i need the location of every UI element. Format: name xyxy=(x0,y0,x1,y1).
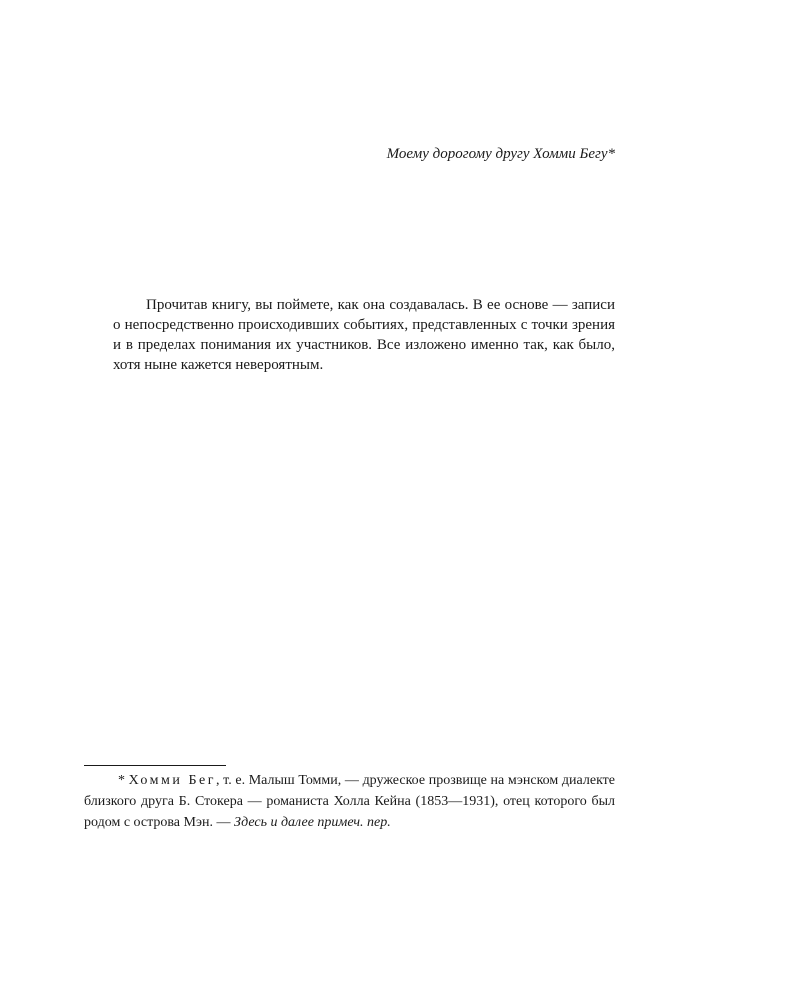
footnote xyxy=(84,770,615,833)
footnote-text: , т. е. Малыш Томми, — дружеское прозвище на мэнском диалекте близкого друга Б. Стокера — романиста Холла Кейна (1853—1931), отец которого был родом с острова Мэн. — xyxy=(84,773,616,830)
footnote-paragraph xyxy=(84,770,615,833)
dedication-epigraph: Моему дорогому другу Хомми Бегу* xyxy=(386,146,615,162)
footnote-divider xyxy=(84,765,226,766)
translator-note: Здесь и далее примеч. пер. xyxy=(233,815,391,830)
footnote-marker: * xyxy=(118,773,129,788)
preface-paragraph: Прочитав книгу, вы поймете, как она создавалась. В ее основе — записи о непосредственно происходивших событиях, представленных с точки зрения и в пределах понимания их участников. Все изложено именно так, как было, хотя ныне кажется невероятным. xyxy=(113,297,615,373)
preface-text xyxy=(113,295,615,375)
footnote-term: Хомми Бег xyxy=(128,773,216,788)
